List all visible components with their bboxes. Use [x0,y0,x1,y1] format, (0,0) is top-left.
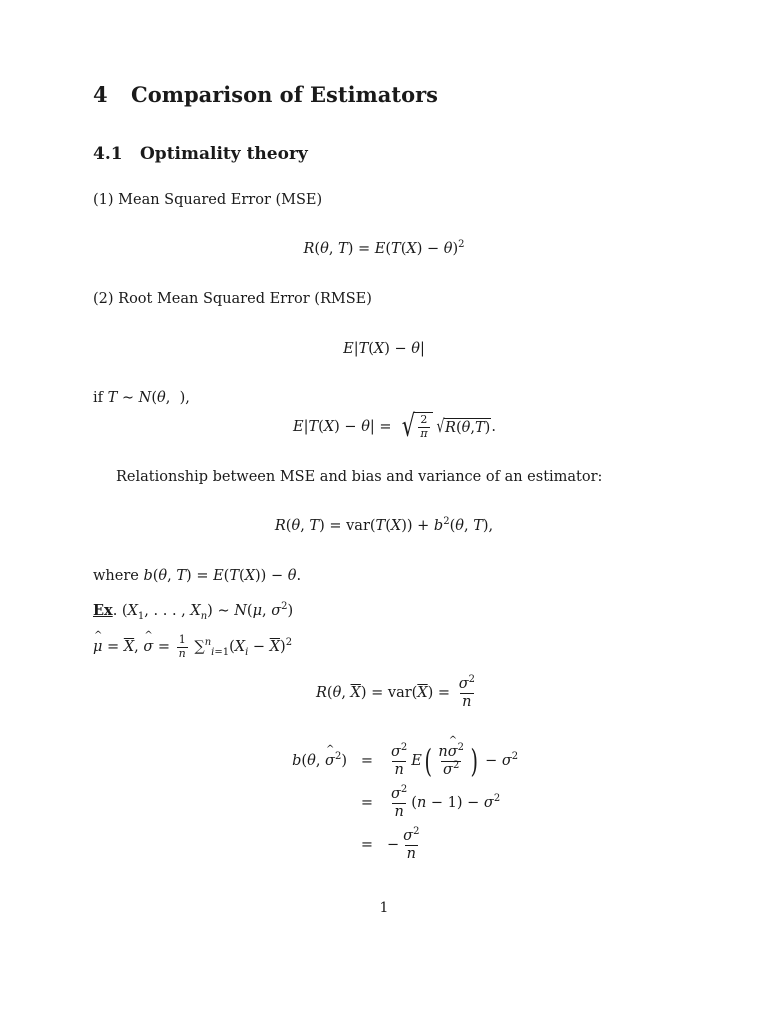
equation-mse: R(θ, $T) = E(T(X) - \theta)^2$ [303,239,465,257]
subsection-title: Optimality theory [140,144,308,164]
example-statement: Ex. ($X_1$, . . . , $X_n$) ∼ N(μ, $\sigma^2$) [93,601,294,622]
section-title: Comparison of Estimators [131,82,438,107]
bias-row-3: = − $\frac{\sigma^2}{n}$ [360,826,420,862]
subsection-number: 4.1 [93,144,123,164]
equation-bias-variance: R(θ, $T) = var(T(X)) + b^2(\theta$, T), [274,516,494,534]
equation-mean-risk: R(θ, $\overline{X}) = var(\overline{X})$ = $\frac{\sigma^2}{n}$ [316,674,475,710]
bias-row-2: = $\frac{\sigma^2}{n}$ $(n - 1) - \sigma^2$ [360,784,501,820]
page-number: 1 [379,900,389,916]
normal-condition: if T ∼ N(θ, ), [93,390,190,406]
bias-definition: where b(θ, T) = E(T(X)) − θ. [93,568,302,584]
equation-abs-error: E|T(X) − θ| [343,341,425,357]
where-word: where [93,568,139,584]
item-rmse: (2) Root Mean Squared Error (RMSE) [93,291,372,307]
relationship-sentence: Relationship between MSE and bias and variance of an estimator: [116,469,603,485]
sqrt-two-over-pi: √ $\frac{2}{\pi}$ [396,412,432,442]
bias-row-1: b(θ, ^ $\sigma^2$) = $\frac{\sigma^2}{n}$ E ( $\frac{n\^{} \sigma^2}{\sigma^2}$ ) − $\sigma^2$ [292,740,518,782]
if-word: if [93,390,104,406]
section-heading [93,82,438,107]
subsection-heading [93,144,308,164]
sqrt-risk: √ R ( θ , T ) [435,416,491,437]
example-label: Ex [93,602,113,619]
item-mse: (1) Mean Squared Error (MSE) [93,192,323,208]
estimator-definitions: ^ $\mu = \overline{X}$, ^ σ = $\frac{1}{n}$ $\sum^n_{i=1}(X_i - \overline{X})^2$ [93,634,292,660]
equation-normal-relation: E|T(X) − θ| = √ $\frac{2}{\pi}$ √ R ( θ , T ) . [293,409,496,444]
equation-array-bias [292,740,518,866]
section-number: 4 [93,82,108,107]
